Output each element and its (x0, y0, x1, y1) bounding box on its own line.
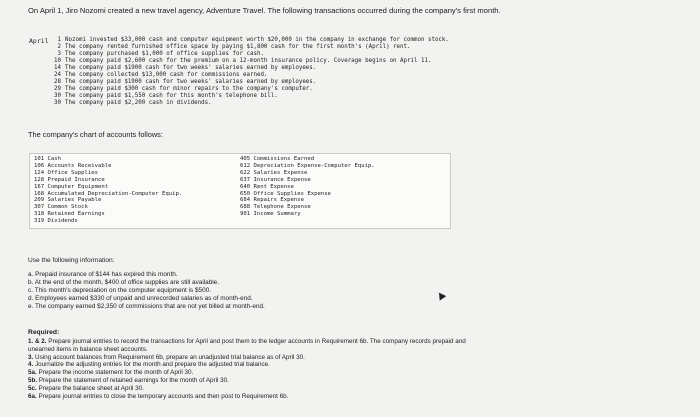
account-item: 637 Insurance Expense (240, 176, 311, 183)
account-item: 684 Repairs Expense (240, 197, 304, 204)
following-info-item: a. Prepaid insurance of $144 has expired this month. (28, 271, 178, 278)
mouse-cursor-icon (436, 290, 447, 300)
transaction-day: 30 (54, 92, 61, 99)
transaction-text: The company paid $1900 cash for two weeks' salaries earned by employees. (65, 78, 317, 85)
chart-of-accounts-box (29, 153, 451, 229)
account-item: 307 Common Stock (34, 204, 88, 211)
required-item-label: 1. & 2. (28, 338, 47, 345)
account-item: 124 Office Supplies (34, 169, 98, 176)
required-item-text: Prepare the statement of retained earnings for the month of April 30. (37, 376, 229, 384)
required-item-label: 5a. (28, 369, 37, 377)
transaction-row (50, 100, 449, 107)
required-item-label: 6a. (28, 392, 37, 400)
transaction-day: 28 (54, 78, 61, 85)
required-item-label: 4. (28, 361, 34, 369)
account-item: 168 Accumulated Depreciation-Computer Equip. (34, 190, 183, 197)
problem-intro: On April 1, Jiro Nozomi created a new travel agency, Adventure Travel. The following transactions occurred during the company's first month. (28, 6, 501, 15)
transaction-day: 1 (57, 37, 61, 43)
transaction-day: 10 (54, 57, 61, 64)
transaction-text: The company collected $13,000 cash for commissions earned. (65, 71, 268, 78)
transaction-row (50, 86, 449, 93)
transaction-text: The company paid $2,200 cash in dividends. (65, 99, 212, 106)
account-item: 622 Salaries Expense (240, 169, 308, 176)
following-info-item: d. Employees earned $330 of unpaid and unrecorded salaries as of month-end. (28, 295, 253, 303)
transaction-row (50, 79, 449, 86)
following-info-item: e. The company earned $2,350 of commissions that are not yet billed at month-end. (28, 303, 265, 311)
required-item-label: 5b. (28, 376, 38, 384)
account-item: 640 Rent Expense (240, 183, 294, 190)
transaction-row (50, 44, 449, 51)
account-item: 128 Prepaid Insurance (34, 176, 105, 183)
account-item: 167 Computer Equipment (34, 183, 109, 190)
required-heading: Required: (28, 329, 60, 336)
transaction-day: 3 (57, 50, 61, 57)
transaction-text: The company paid $1,550 cash for this month's telephone bill. (65, 92, 278, 99)
account-item: 318 Retained Earnings (34, 211, 105, 218)
account-item: 612 Depreciation Expense-Computer Equip. (240, 162, 375, 169)
transaction-day: 30 (54, 99, 61, 106)
transaction-text: The company rented furnished office space by paying $1,800 cash for the first month's (April) rent. (65, 43, 411, 50)
accounts-right-column (240, 156, 375, 218)
transaction-row (50, 72, 449, 79)
required-item (28, 393, 483, 401)
account-item: 901 Income Summary (240, 211, 301, 218)
transaction-text: The company purchased $1,000 of office supplies for cash. (65, 50, 264, 57)
transactions-list (50, 37, 449, 107)
transaction-day: 2 (57, 43, 61, 50)
transaction-day: 14 (54, 64, 61, 71)
required-item-label: 5c. (28, 384, 37, 392)
account-item: 106 Accounts Receivable (34, 162, 112, 169)
required-item-text: Prepare the income statement for the month of April 30. (36, 369, 194, 377)
following-info-item: b. At the end of the month, $400 of office supplies are still available. (28, 279, 220, 287)
required-item-text: Using account balances from Requirement 6b, prepare an unadjusted trial balance as of April 30. (33, 353, 305, 361)
required-item-label: 3. (28, 353, 34, 361)
account-item: 688 Telephone Expense (240, 204, 311, 211)
account-item: 101 Cash (34, 156, 61, 162)
required-item (28, 369, 483, 377)
transaction-row (50, 65, 449, 72)
following-info-list (28, 271, 265, 311)
transaction-text: Nozomi invested $33,000 cash and computer equipment worth $20,000 in the company in exchange for common stock. (65, 37, 449, 43)
transaction-day: 24 (54, 71, 61, 78)
required-item (28, 354, 483, 362)
required-list (28, 338, 483, 400)
required-item-text: Prepare journal entries to record the transactions for April and post them to the ledger accounts in Requirement 6b. The company records prepaid and unearned items in balance sheet accounts. (28, 338, 466, 353)
transaction-row (50, 37, 449, 44)
accounts-left-column (34, 156, 182, 225)
account-item: 405 Commissions Earned (240, 156, 315, 162)
following-info-heading: Use the following information: (28, 257, 115, 264)
transaction-text: The company paid $1900 cash for two weeks' salaries earned by employees. (65, 64, 317, 71)
following-info-item: c. This month's depreciation on the computer equipment is $500. (28, 287, 211, 295)
transaction-row (50, 93, 449, 100)
transaction-row (50, 51, 449, 58)
transaction-text: The company paid $2,600 cash for the premium on a 12-month insurance policy. Coverage begins on April 11. (65, 57, 432, 64)
transaction-text: The company paid $300 cash for minor repairs to the company's computer. (65, 85, 313, 92)
transaction-day: 29 (54, 85, 61, 92)
required-item-text: Prepare the balance sheet at April 30. (36, 384, 144, 392)
required-item-text: Journalize the adjusting entries for the month and prepare the adjusted trial balance. (33, 361, 270, 369)
transaction-row (50, 58, 449, 65)
required-item (28, 338, 483, 354)
account-item: 650 Office Supplies Expense (240, 190, 331, 197)
required-item-text: Prepare journal entries to close the temporary accounts and then post to Requirement 6b. (36, 392, 289, 400)
month-label: April (29, 37, 49, 45)
required-item (28, 385, 483, 393)
account-item: 209 Salaries Payable (34, 197, 102, 204)
chart-of-accounts-heading: The company's chart of accounts follows: (28, 130, 163, 139)
account-item: 319 Dividends (34, 218, 78, 225)
required-item (28, 377, 483, 385)
required-item (28, 361, 483, 369)
